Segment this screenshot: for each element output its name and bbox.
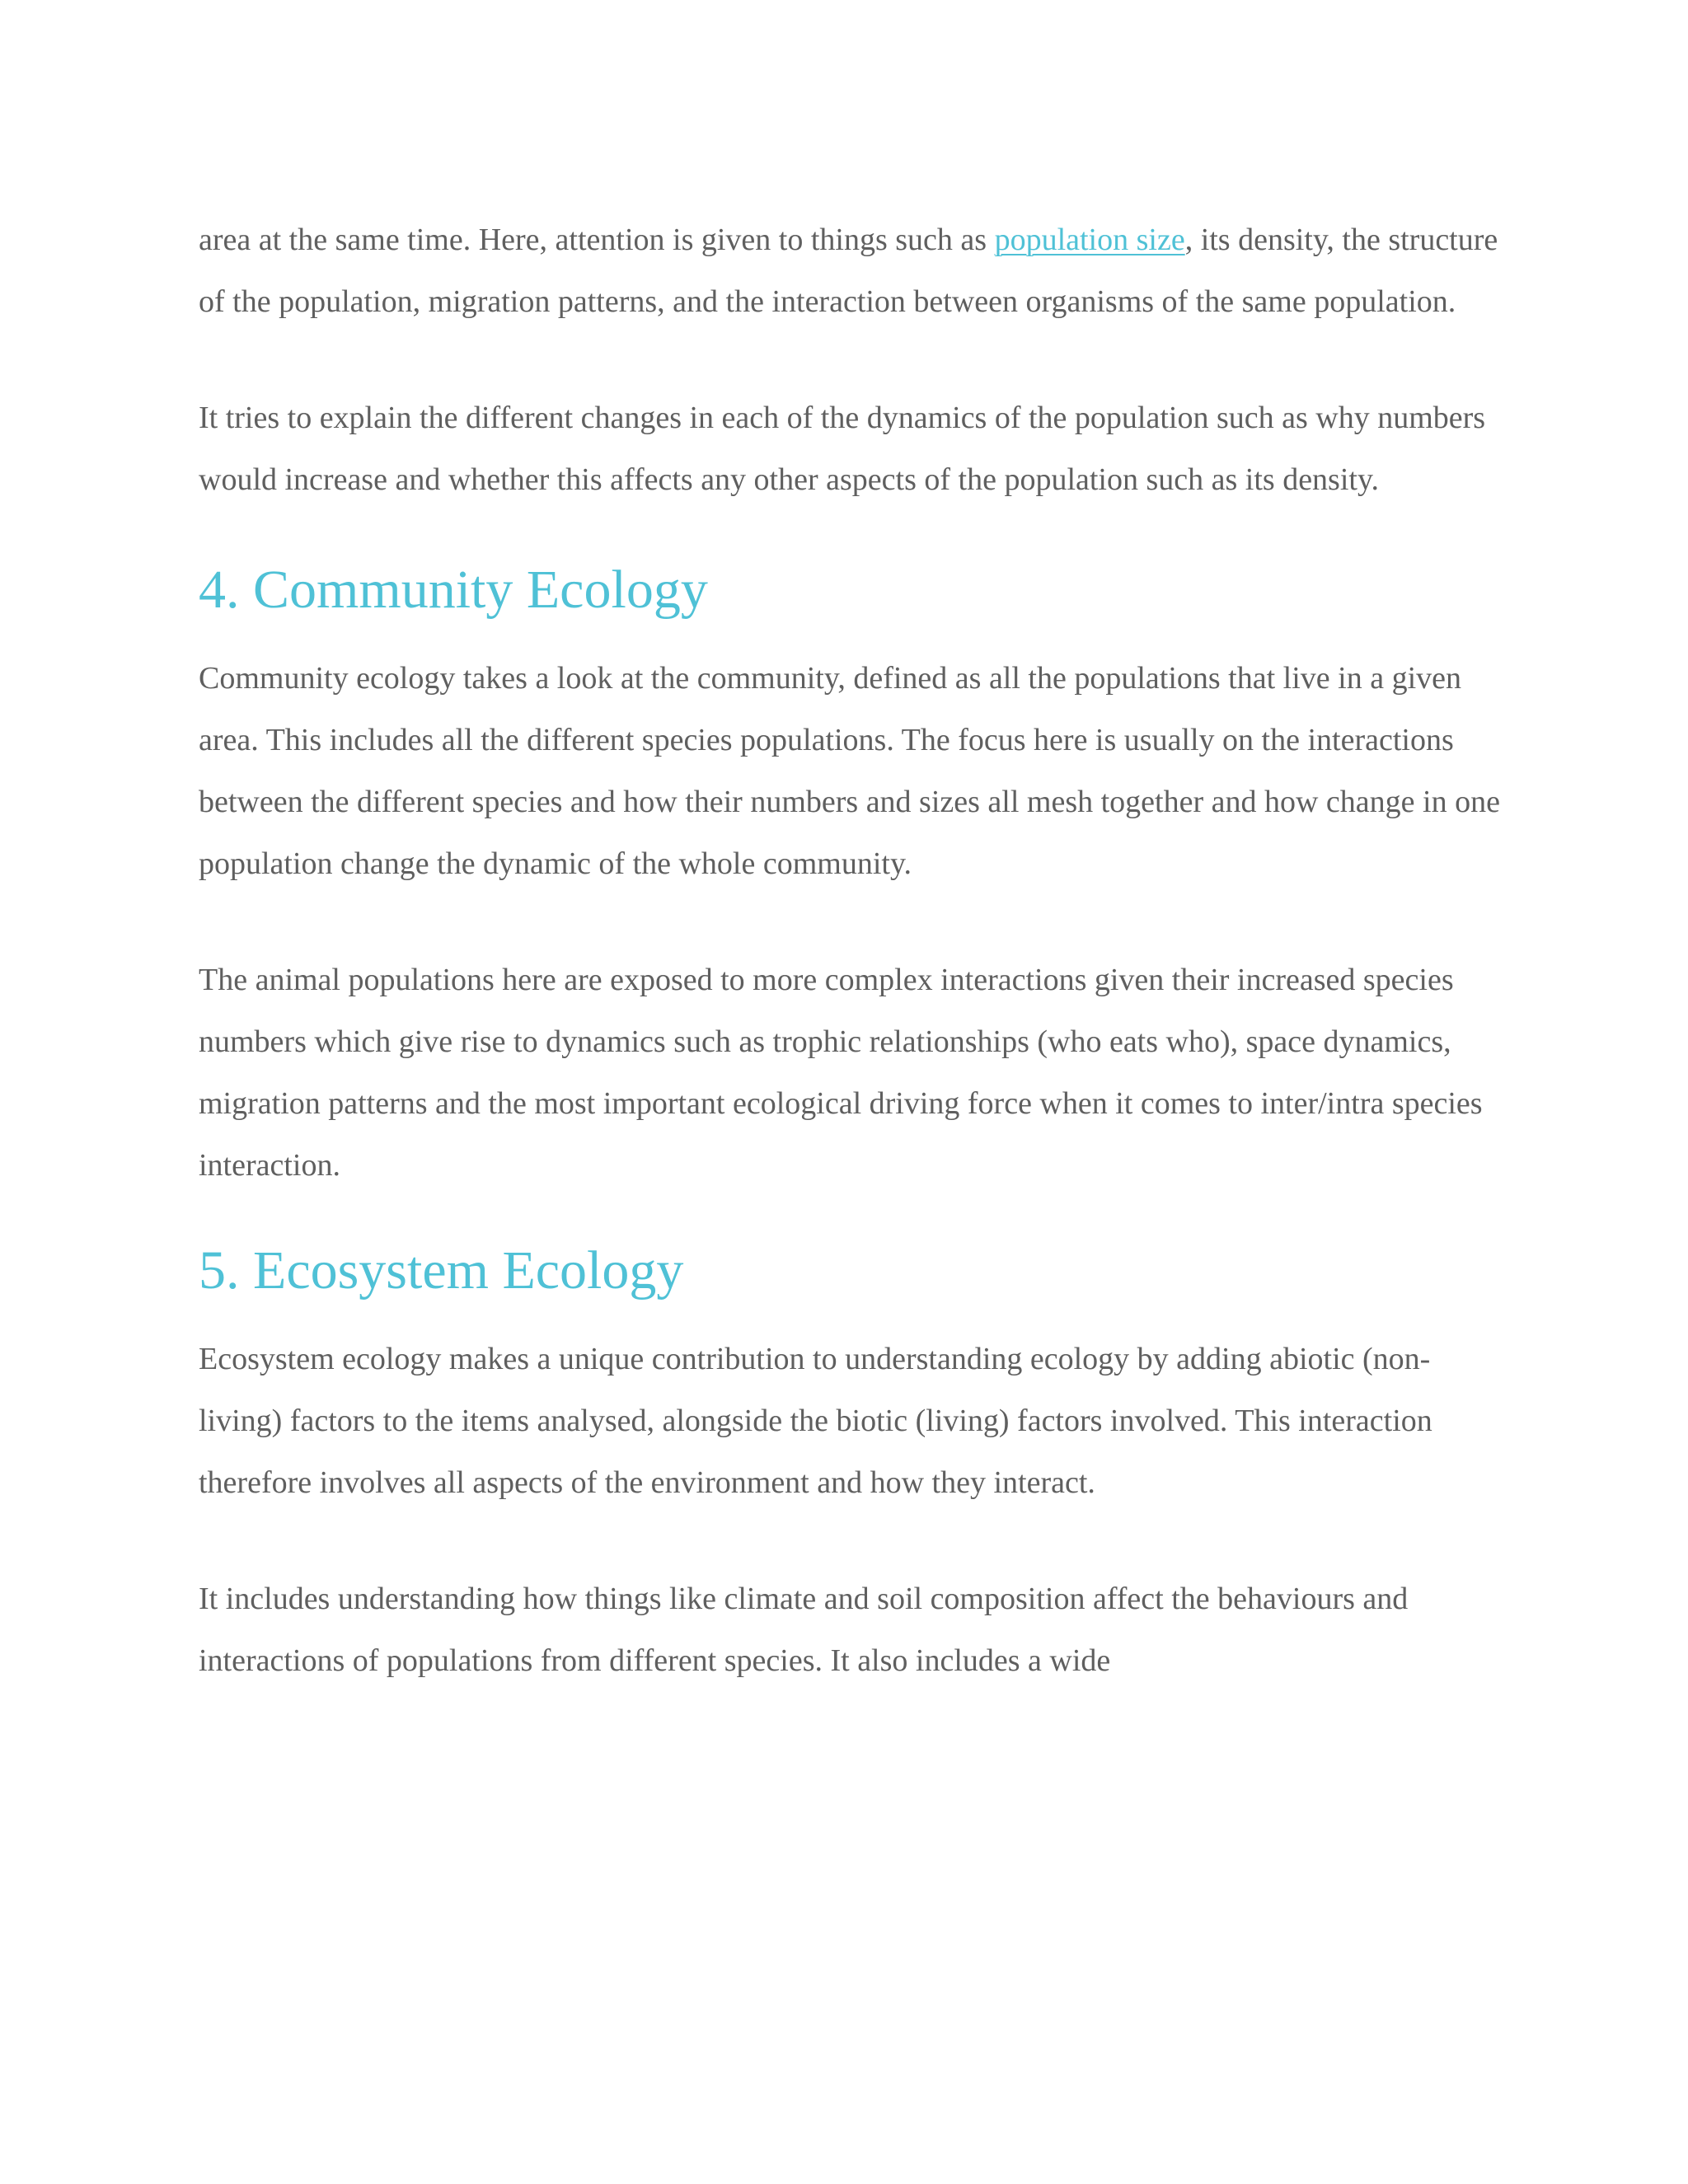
paragraph-ecosystem-factors: It includes understanding how things like climate and soil composition affect the behaviours and interactions of populations from different species. It also includes a wide [199,1582,1409,1678]
document-body [199,209,1501,1692]
paragraph-community-interactions: The animal populations here are exposed to more complex interactions given their increased species numbers which give rise to dynamics such as trophic relationships (who eats who), space dynamics, migration patterns and the most important ecological driving force when it comes to inter/intra species interaction. [199,963,1483,1183]
heading-ecosystem-ecology: 5. Ecosystem Ecology [199,1240,684,1301]
population-size-link[interactable]: population size [994,223,1185,257]
paragraph-ecosystem-definition: Ecosystem ecology makes a unique contribution to understanding ecology by adding abiotic (non-living) factors to the items analysed, alongside the biotic (living) factors involved. This interaction therefore involves all aspects of the environment and how they interact. [199,1342,1432,1500]
heading-community-ecology: 4. Community Ecology [199,560,708,620]
paragraph-text-after-link: , its density, the structure of the population, migration patterns, and the interaction between organisms of the same population. [199,223,1498,319]
paragraph-population-dynamics: It tries to explain the different changes in each of the dynamics of the population such as why numbers would increase and whether this affects any other aspects of the population such as its density. [199,401,1486,497]
paragraph-population-size [199,209,1501,333]
paragraph-community-definition: Community ecology takes a look at the community, defined as all the populations that live in a given area. This includes all the different species populations. The focus here is usually on the interactions between the different species and how their numbers and sizes all mesh together and how change in one population change the dynamic of the whole community. [199,661,1500,881]
paragraph-text-before-link: area at the same time. Here, attention is given to things such as [199,223,995,257]
